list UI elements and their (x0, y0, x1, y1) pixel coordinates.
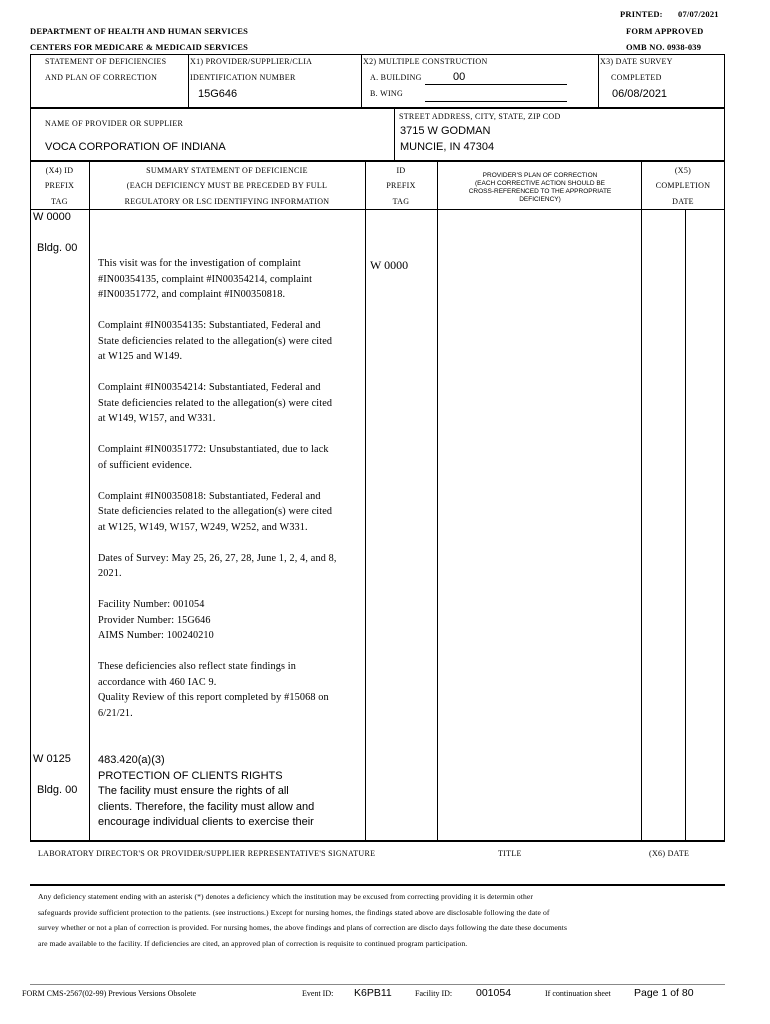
page-number: Page 1 of 80 (634, 987, 694, 999)
aims-number: AIMS Number: 100240210 (98, 630, 214, 641)
x6-date-label: (X6) DATE (649, 849, 690, 858)
x4-header-2: PREFIX (44, 181, 75, 190)
regulation-line: clients. Therefore, the facility must allow and (98, 800, 315, 813)
plan-header-4: DEFICIENCY) (519, 196, 561, 203)
address-label: STREET ADDRESS, CITY, STATE, ZIP COD (399, 112, 561, 121)
facility-number: Facility Number: 001054 (98, 599, 205, 610)
summary-header-1: SUMMARY STATEMENT OF DEFICIENCIE (146, 166, 308, 175)
printed-label: PRINTED: (620, 9, 663, 19)
regulation-title: PROTECTION OF CLIENTS RIGHTS (98, 769, 283, 782)
statement-label-2: AND PLAN OF CORRECTION (45, 73, 158, 82)
facility-id-label: Facility ID: (415, 989, 453, 998)
building-w0000: Bldg. 00 (37, 242, 78, 254)
summary-paragraph: Dates of Survey: May 25, 26, 27, 28, June 1, 2, 4, and 8, 2021. (98, 552, 337, 579)
building-w0125: Bldg. 00 (37, 784, 78, 796)
w0125-text (98, 753, 314, 831)
provider-id-value: 15G646 (198, 88, 238, 100)
signature-label: LABORATORY DIRECTOR'S OR PROVIDER/SUPPLIER REPRESENTATIVE'S SIGNATURE (38, 849, 376, 858)
regulation-code: 483.420(a)(3) (98, 754, 165, 766)
event-id-value: K6PB11 (354, 987, 392, 999)
x5-header-1: (X5) (674, 166, 692, 175)
id-header-2: PREFIX (386, 181, 416, 190)
address-line-1: 3715 W GODMAN (400, 125, 491, 137)
x3-label-1: X3) DATE SURVEY (600, 57, 673, 66)
address-line-2: MUNCIE, IN 47304 (400, 141, 495, 153)
event-id-label: Event ID: (302, 989, 334, 998)
quality-review: Quality Review of this report completed by #15068 on 6/21/21. (98, 692, 329, 719)
x2-label: X2) MULTIPLE CONSTRUCTION (363, 57, 488, 66)
tag-w0125: W 0125 (33, 753, 71, 765)
summary-header-3: REGULATORY OR LSC IDENTIFYING INFORMATION (124, 197, 330, 206)
x1-label-2: IDENTIFICATION NUMBER (190, 73, 296, 82)
plan-header-2: (EACH CORRECTIVE ACTION SHOULD BE (474, 180, 606, 187)
provider-name-value: VOCA CORPORATION OF INDIANA (45, 141, 226, 153)
plan-tag-w0000: W 0000 (370, 258, 409, 272)
id-header-1: ID (396, 166, 406, 175)
x1-label-1: X1) PROVIDER/SUPPLIER/CLIA (190, 57, 313, 66)
disclaimer-text: Any deficiency statement ending with an asterisk (*) denotes a deficiency which the institution may be excused from correcting providing it is determin other safeguards provide sufficient protection to the patients. (see instructions.) Except for nursing homes, the findings stated above are disclosable following the date of survey whether or not a plan of correction is provided. For nursing homes, the above findings and plans of correction are disclo days following the date these documents are made available to the facility. If deficiencies are cited, an approved plan of correction is requisite to continued program participation. (38, 892, 568, 948)
regulation-line: encourage individual clients to exercise their (98, 816, 314, 828)
x5-header-3: DATE (672, 197, 694, 206)
summary-paragraph: This visit was for the investigation of complaint #IN00354135, complaint #IN00354214, complaint #IN00351772, and complaint #IN00350818. (98, 258, 313, 300)
plan-header-3: CROSS-REFERENCED TO THE APPROPRIATE (468, 188, 612, 195)
x4-header-3: TAG (51, 197, 68, 206)
department-title: DEPARTMENT OF HEALTH AND HUMAN SERVICES (30, 26, 249, 36)
statement-label-1: STATEMENT OF DEFICIENCIES (45, 57, 167, 66)
building-label: A. BUILDING (370, 73, 422, 82)
title-label: TITLE (498, 849, 522, 858)
summary-paragraph: Complaint #IN00354135: Substantiated, Federal and State deficiencies related to the allegation(s) were cited at W125 and W149. (98, 320, 333, 362)
facility-id-value: 001054 (476, 987, 512, 999)
centers-title: CENTERS FOR MEDICARE & MEDICAID SERVICES (30, 42, 249, 52)
id-header-3: TAG (392, 197, 410, 206)
provider-number: Provider Number: 15G646 (98, 614, 211, 626)
x3-label-2: COMPLETED (611, 73, 662, 82)
form-number: FORM CMS-2567(02-99) Previous Versions Obsolete (22, 989, 197, 998)
x5-header-2: COMPLETION (655, 181, 711, 190)
provider-table (30, 108, 725, 161)
wing-label: B. WING (370, 89, 404, 98)
tag-w0000: W 0000 (33, 211, 71, 223)
provider-name-label: NAME OF PROVIDER OR SUPPLIER (45, 119, 184, 128)
survey-date-value: 06/08/2021 (612, 88, 668, 100)
building-value: 00 (453, 71, 466, 83)
summary-paragraph: Complaint #IN00354214: Substantiated, Federal and State deficiencies related to the allegation(s) were cited at W149, W157, and W331. (98, 382, 333, 424)
summary-header-2: (EACH DEFICIENCY MUST BE PRECEDED BY FULL (126, 181, 328, 190)
form-approved: FORM APPROVED (626, 26, 704, 36)
printed-date: 07/07/2021 (678, 9, 719, 19)
x4-header-1: (X4) ID (45, 166, 74, 175)
state-findings: These deficiencies also reflect state findings in accordance with 460 IAC 9. (98, 661, 297, 688)
summary-paragraph: Complaint #IN00350818: Substantiated, Federal and State deficiencies related to the allegation(s) were cited at W125, W149, W157, W249, W252, and W331. (98, 490, 333, 533)
omb-number: OMB NO. 0938-039 (626, 42, 702, 52)
summary-text (98, 256, 338, 721)
continuation-label: If continuation sheet (545, 989, 611, 998)
plan-header-1: PROVIDER'S PLAN OF CORRECTION (482, 172, 598, 179)
regulation-line: The facility must ensure the rights of all (98, 785, 289, 797)
summary-paragraph: Complaint #IN00351772: Unsubstantiated, due to lack of sufficient evidence. (98, 444, 329, 471)
